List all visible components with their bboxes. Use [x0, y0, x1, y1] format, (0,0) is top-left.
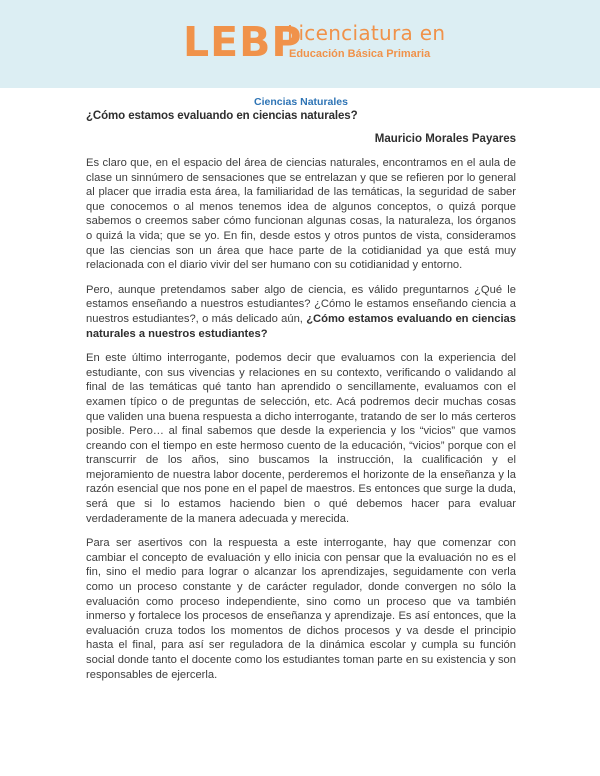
paragraph-1: Es claro que, en el espacio del área de ciencias naturales, encontramos en el aula de clase un sinnúmero de sensaciones que se entrelazan y que se refieren por lo general al placer que irradia esta área, la familiaridad de las temáticas, la seguridad de saber que conocemos o al menos tenemos idea de algunos conceptos, o quizá porque sabemos o creemos saber cómo funcionan algunas cosas, la naturaleza, los órganos o quizá la vida; que se yo. En fin, desde estos y otros puntos de vista, consideramos que las ciencias son un área que hace parte de la cotidianidad ya que está muy relacionada con el diario vivir del ser humano con su cotidianidad y entorno. [86, 157, 516, 272]
paragraph-2-text: Pero, aunque pretendamos saber algo de ciencia, es válido preguntarnos ¿Qué le estamos enseñando a nuestros estudiantes? ¿Cómo le estamos enseñando ciencia a nuestros estudiantes?, o más delicado aún, [86, 283, 516, 325]
article-title: ¿Cómo estamos evaluando en ciencias naturales? [86, 110, 358, 122]
logo-lebp: LEBP [183, 18, 303, 66]
paragraph-2 [86, 283, 516, 341]
paragraph-2-question: ¿Cómo estamos evaluando en ciencias naturales a nuestros estudiantes? [86, 312, 516, 340]
article-author: Mauricio Morales Payares [374, 133, 516, 145]
program-name-line2: Educación Básica Primaria [289, 48, 431, 60]
header-banner [0, 0, 600, 88]
paragraph-4: Para ser asertivos con la respuesta a este interrogante, hay que comenzar con cambiar el concepto de evaluación y ello inicia con pensar que la evaluación no es el fin, sino el medio para lograr o alcanzar los aprendizajes, seguidamente con verla como un proceso constante y de carácter regulador, donde convergen no sólo la evaluación como proceso independiente, sino como un proceso que va también inmerso y fortalece los procesos de enseñanza y aprendizaje. Es así entonces, que la evaluación cruza todos los momentos de dichos procesos y va desde el principio hasta el final, para así ser reguladora de la dinámica escolar y cumpla su función social donde tanto el docente como los estudiantes toman parte en su existencia y son responsables de ejercerla. [86, 537, 516, 681]
article-body [86, 96, 516, 692]
program-name-line1: Licenciatura en [287, 21, 446, 45]
paragraph-3: En este último interrogante, podemos decir que evaluamos con la experiencia del estudiante, con sus vivencias y relaciones en su contexto, verificando o validando al final de las temáticas qué tanto han aprendido o sencillamente, evaluamos con el examen típico o de preguntas de selección, etc. Acá podremos decir muchas cosas que validen una buena respuesta a dicho interrogante, tratando de ser lo más certeros posible. Pero… al final sabemos que desde la experiencia y los “vicios” que vamos creando con el tiempo en este hermoso cuento de la educación, “vicios” porque con el transcurrir de los años, sino buscamos la instrucción, la cualificación y el mejoramiento de nuestra labor docente, perderemos el horizonte de la enseñanza y la razón esencial que nos pone en el papel de maestros. Es entonces que surge la duda, será que si lo estamos haciendo bien o qué debemos hacer para evaluar verdaderamente de la manera adecuada y merecida. [86, 352, 516, 525]
section-label: Ciencias Naturales [254, 96, 348, 108]
